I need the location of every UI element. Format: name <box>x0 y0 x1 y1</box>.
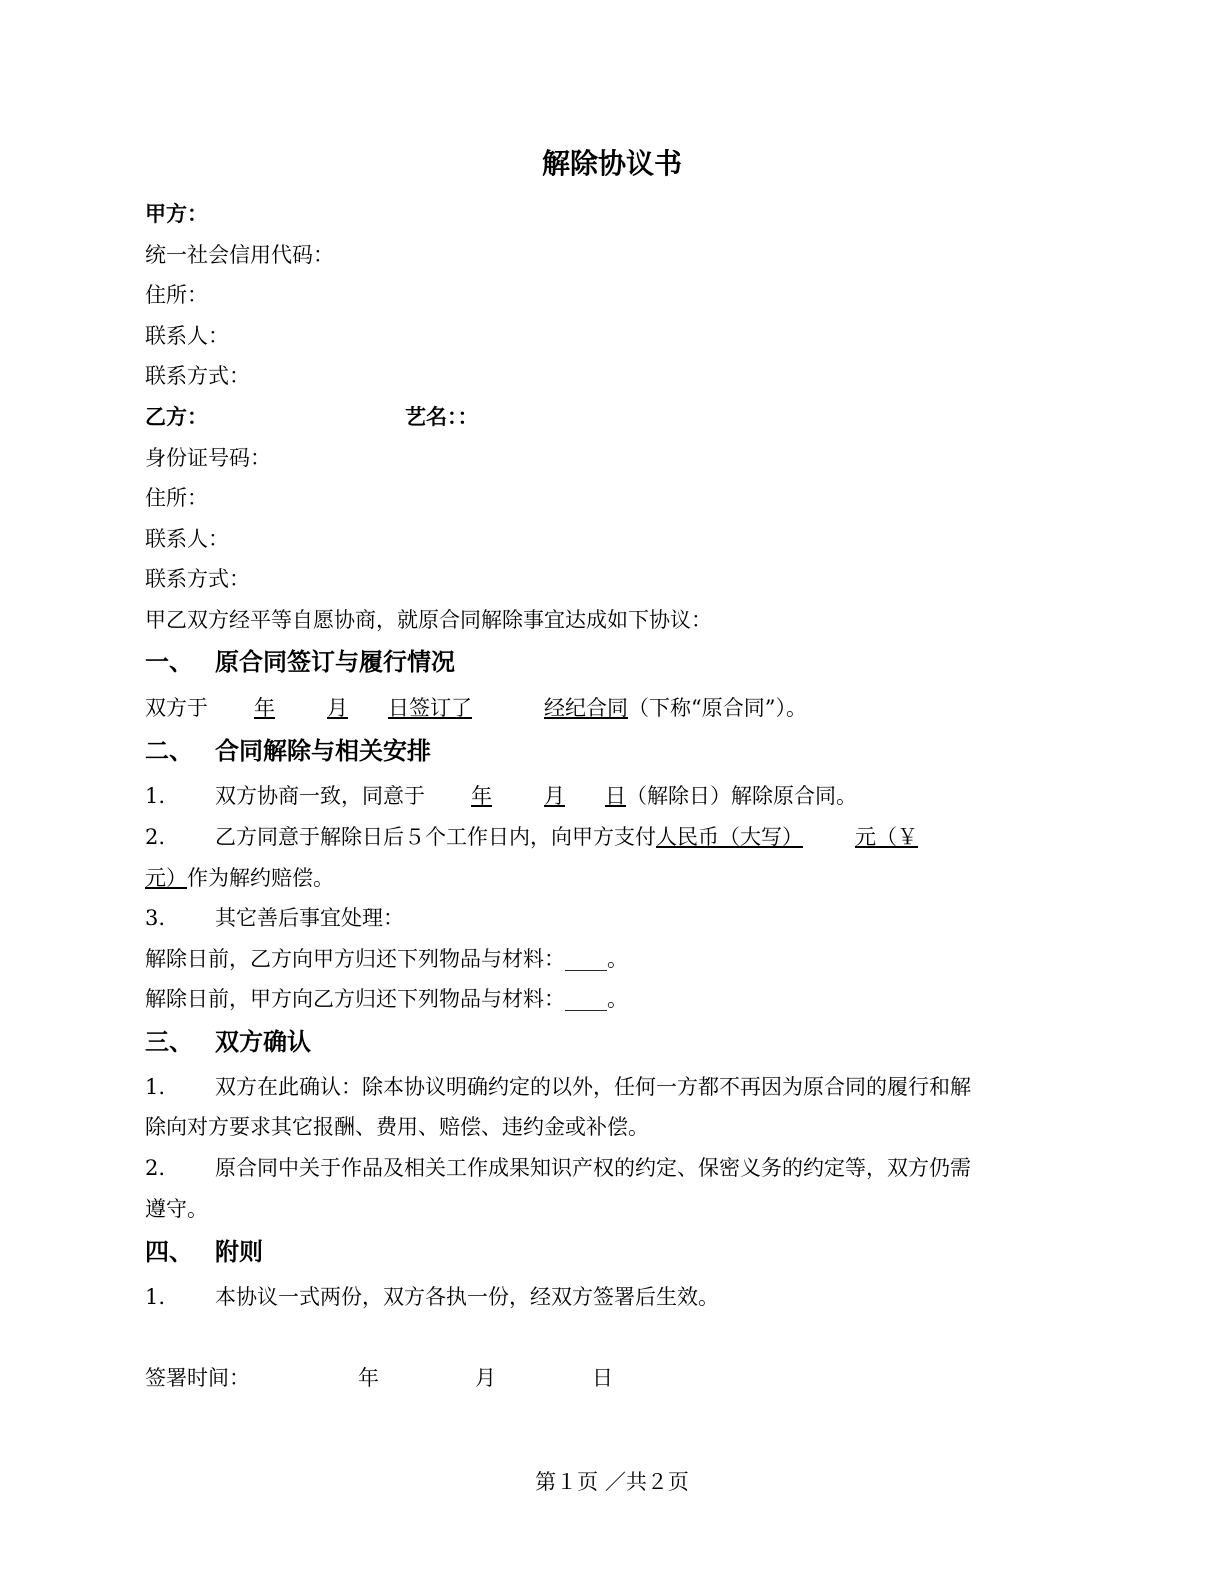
s1-prefix: 双方于 <box>145 696 208 720</box>
s2-item-2-number: 2. <box>145 825 166 849</box>
section-4-number: 四、 <box>145 1237 193 1266</box>
section-3-number: 三、 <box>145 1027 193 1056</box>
intro-paragraph: 甲乙双方经平等自愿协商，就原合同解除事宜达成如下协议： <box>145 608 712 632</box>
section-3-heading <box>145 1028 311 1056</box>
s1-month: 月 <box>327 696 348 720</box>
s2-item-1-number: 1. <box>145 784 166 808</box>
signature-year: 年 <box>358 1366 379 1390</box>
s3-item-1-line-2: 除向对方要求其它报酬、费用、赔偿、违约金或补偿。 <box>145 1115 649 1139</box>
party-b-label: 乙方： <box>145 404 208 429</box>
s2-item-2 <box>145 823 960 851</box>
s3-item-2-line-2: 遵守。 <box>145 1197 208 1221</box>
s1-contract-type: 经纪合同 <box>544 696 628 720</box>
s2-month: 月 <box>544 784 565 808</box>
s2-day: 日 <box>605 784 626 808</box>
signature-month: 月 <box>475 1366 496 1390</box>
s2-termination-date-blank <box>425 784 626 808</box>
s2-yuan-close: 元） <box>145 866 187 890</box>
party-b-stage-name: 艺名：： <box>405 404 479 429</box>
s2-amount-blank <box>656 825 960 849</box>
party-a-credit-code: 统一社会信用代码： <box>145 243 334 267</box>
s2-item-1 <box>145 782 857 810</box>
s2-item-2-continuation <box>145 864 334 892</box>
section-2-title: 合同解除与相关安排 <box>215 736 431 765</box>
s2-item-2-suffix: 作为解约赔偿。 <box>187 866 334 890</box>
document-title: 解除协议书 <box>541 147 682 180</box>
s3-item-2-line-1: 原合同中关于作品及相关工作成果知识产权的约定、保密义务的约定等，双方仍需 <box>215 1156 971 1180</box>
party-a-label: 甲方： <box>145 201 208 226</box>
section-3-title: 双方确认 <box>215 1027 311 1056</box>
section-1-paragraph <box>145 694 807 722</box>
party-b-id-number: 身份证号码： <box>145 446 271 470</box>
s2-item-3-a: 解除日前，乙方向甲方归还下列物品与材料：____。 <box>145 947 628 971</box>
s2-yuan-label: 元（￥ <box>855 825 918 849</box>
s3-item-2-number: 2. <box>145 1156 166 1180</box>
party-a-address: 住所： <box>145 283 208 307</box>
s4-item-1 <box>145 1283 719 1311</box>
s4-item-1-text: 本协议一式两份，双方各执一份，经双方签署后生效。 <box>215 1285 719 1309</box>
party-a-contact-method: 联系方式： <box>145 364 250 388</box>
signature-date-line <box>145 1364 613 1392</box>
section-1-title: 原合同签订与履行情况 <box>215 647 455 676</box>
s2-item-1-suffix: （解除日）解除原合同。 <box>626 784 857 808</box>
s2-year: 年 <box>471 784 492 808</box>
section-4-heading <box>145 1238 263 1266</box>
section-4-title: 附则 <box>215 1237 263 1266</box>
s2-item-3-text: 其它善后事宜处理： <box>215 906 404 930</box>
s1-day-signed: 日签订了 <box>388 696 472 720</box>
party-a-contact: 联系人： <box>145 324 229 348</box>
s1-signed-date-blank <box>208 696 628 720</box>
s2-item-3-b: 解除日前，甲方向乙方归还下列物品与材料：____。 <box>145 987 628 1011</box>
party-b-contact: 联系人： <box>145 527 229 551</box>
section-2-heading <box>145 737 431 765</box>
s3-item-1-number: 1. <box>145 1075 166 1099</box>
s3-item-1-line-1: 双方在此确认：除本协议明确约定的以外，任何一方都不再因为原合同的履行和解 <box>215 1075 971 1099</box>
s3-item-1 <box>145 1073 971 1101</box>
s1-year: 年 <box>254 696 275 720</box>
party-b-address: 住所： <box>145 486 208 510</box>
s2-item-3-number: 3. <box>145 906 166 930</box>
s2-item-3 <box>145 904 404 932</box>
s2-item-1-prefix: 双方协商一致，同意于 <box>215 784 425 808</box>
s4-item-1-number: 1. <box>145 1285 166 1309</box>
s2-item-2-prefix: 乙方同意于解除日后５个工作日内，向甲方支付 <box>215 825 656 849</box>
party-b-contact-method: 联系方式： <box>145 567 250 591</box>
signature-label: 签署时间： <box>145 1366 250 1390</box>
signature-day: 日 <box>592 1366 613 1390</box>
section-2-number: 二、 <box>145 736 193 765</box>
s2-amount-label: 人民币（大写） <box>656 825 803 849</box>
s3-item-2 <box>145 1154 971 1182</box>
page-footer: 第１页 ／共２页 <box>535 1470 689 1494</box>
section-1-heading <box>145 648 455 676</box>
s1-suffix: （下称“原合同”）。 <box>628 696 807 720</box>
section-1-number: 一、 <box>145 647 193 676</box>
